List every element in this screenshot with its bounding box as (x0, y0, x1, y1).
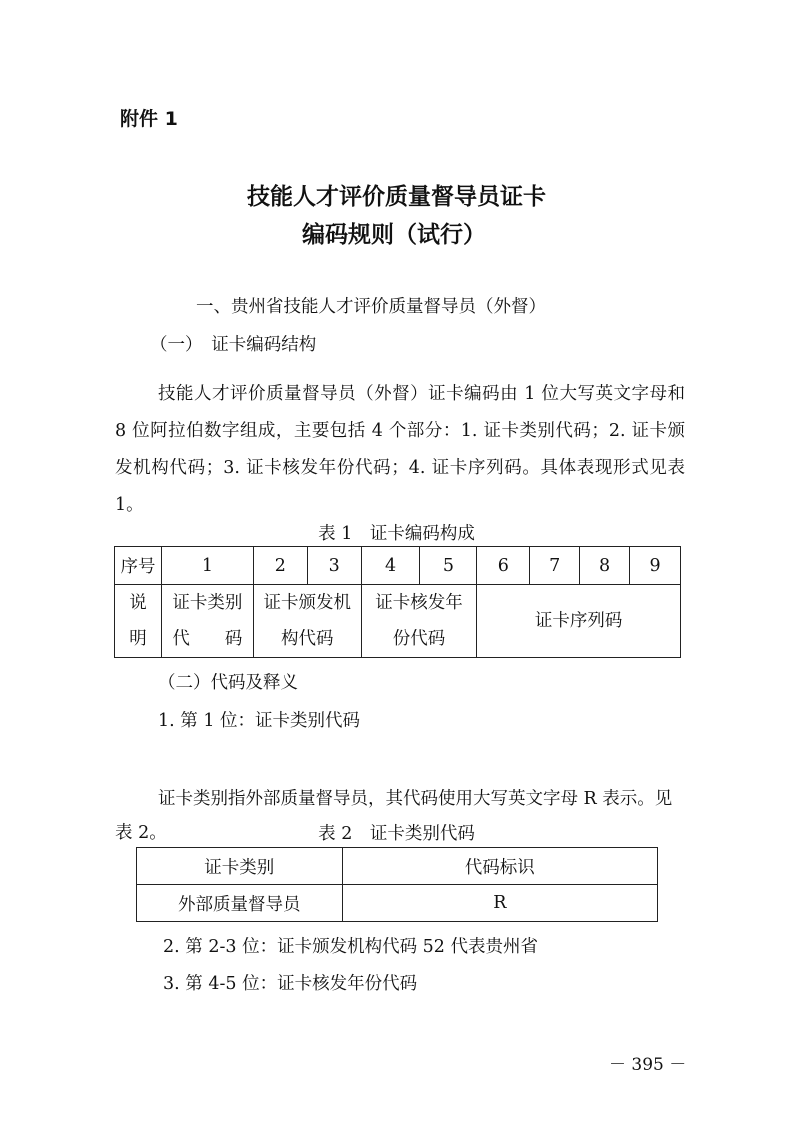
table-row (137, 848, 658, 885)
section-heading: 一、贵州省技能人才评价质量督导员（外督） (196, 297, 546, 317)
table-cell: R (342, 885, 657, 922)
table-cell: 1 (161, 547, 253, 585)
table2-caption: 表 2 证卡类别代码 (318, 824, 475, 844)
structure-paragraph: 技能人才评价质量督导员（外督）证卡编码由 1 位大写英文字母和 8 位阿拉伯数字组成，主要包括 4 个部分：1. 证卡类别代码；2. 证卡颁发机构代码；3. 证卡核发年份代码；4. 证卡序列码。具体表现形式见表 1。 (115, 384, 685, 515)
table-cell-desc-label: 说 明 (115, 585, 162, 658)
table-cell: 9 (630, 547, 681, 585)
table-cell: 8 (580, 547, 630, 585)
table1-caption: 表 1 证卡编码构成 (318, 524, 475, 544)
document-title-line2: 编码规则（试行） (302, 222, 486, 248)
category-paragraph: 证卡类别指外部质量督导员，其代码使用大写英文字母 R 表示。见表 2。 (115, 789, 673, 843)
table-row (115, 585, 681, 658)
category-code-table (136, 847, 658, 922)
table-cell-issuer-desc: 证卡颁发机 构代码 (253, 585, 361, 658)
table-row (115, 547, 681, 585)
table-header-cell: 证卡类别 (137, 848, 343, 885)
list-item-position-4-5: 3. 第 4-5 位：证卡核发年份代码 (163, 974, 418, 994)
subsection-heading-codes: （二）代码及释义 (158, 673, 298, 693)
table-row (137, 885, 658, 922)
subsection-heading-structure: （一） 证卡编码结构 (150, 335, 317, 355)
page-number: － 395 － (609, 1055, 687, 1075)
table-cell: 序号 (115, 547, 162, 585)
attachment-label: 附件 1 (120, 108, 178, 130)
table-cell: 外部质量督导员 (137, 885, 343, 922)
code-structure-table (114, 546, 681, 658)
list-item-position-1: 1. 第 1 位：证卡类别代码 (158, 711, 361, 731)
table-cell-serial-desc: 证卡序列码 (477, 585, 681, 658)
document-title-line1: 技能人才评价质量督导员证卡 (247, 184, 546, 210)
table-cell: 7 (530, 547, 580, 585)
table-cell: 5 (420, 547, 477, 585)
table-cell: 6 (477, 547, 530, 585)
table-cell: 3 (307, 547, 361, 585)
table-cell: 2 (253, 547, 307, 585)
list-item-position-2-3: 2. 第 2-3 位：证卡颁发机构代码 52 代表贵州省 (163, 937, 538, 957)
table-cell: 4 (361, 547, 420, 585)
table-cell-year-desc: 证卡核发年 份代码 (361, 585, 477, 658)
table-header-cell: 代码标识 (342, 848, 657, 885)
table-cell-category-desc: 证卡类别 代 码 (161, 585, 253, 658)
